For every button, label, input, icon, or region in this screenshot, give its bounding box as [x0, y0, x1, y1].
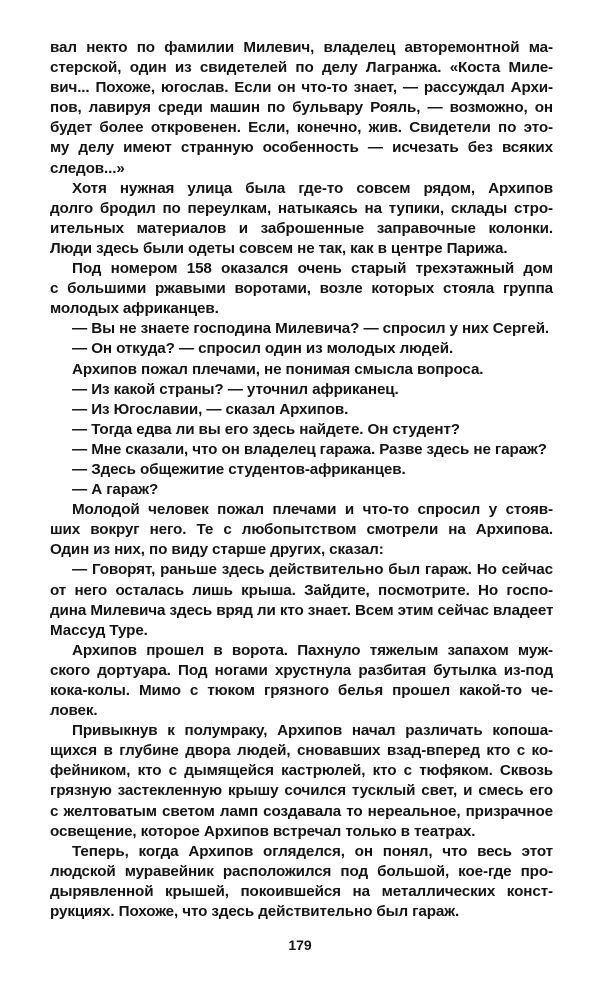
text-line: грязную застекленную крышу сочился тусклый свет, и смесь его	[50, 782, 553, 800]
text-line: му делу имеют странную особенность — исчезать без всяких	[50, 139, 553, 157]
text-line: — А гараж?	[72, 481, 159, 499]
text-line: с желтоватым светом ламп создавала то нереальное, призрачное	[50, 802, 553, 820]
text-line: дина Милевича здесь вряд ли кто знает. Всем этим сейчас владеет	[50, 601, 554, 619]
text-line: рукциях. Похоже, что здесь действительно был гараж.	[50, 903, 460, 921]
text-line: ительных материалов и заброшенные заправочные колонки.	[50, 219, 553, 237]
text-line: от него осталась лишь крыша. Зайдите, посмотрите. Но госпо-	[50, 581, 553, 599]
text-line: вал некто по фамилии Милевич, владелец авторемонтной ма-	[50, 39, 553, 56]
text-line: Молодой человек пожал плечами и что-то спросил у стояв-	[72, 501, 553, 519]
text-line: дырявленной крышей, покоившейся на металлических конст-	[50, 882, 553, 900]
text-line: молодых африканцев.	[50, 300, 219, 318]
text-line: следов...»	[50, 159, 125, 177]
text-line: будет более откровенен. Если, конечно, жив. Свидетели по это-	[50, 119, 553, 137]
text-line: стерской, один из свидетелей по делу Лагранжа. «Коста Миле-	[50, 59, 553, 77]
text-line: — Из Югославии, — сказал Архипов.	[72, 400, 349, 418]
text-line: — Тогда едва ли вы его здесь найдете. Он студент?	[72, 420, 460, 438]
text-line: долго бродил по переулкам, натыкаясь на тупики, склады стро-	[50, 199, 553, 217]
text-line: людской муравейник расположился под большой, кое-где про-	[50, 862, 553, 880]
text-line: — Из какой страны? — уточнил африканец.	[72, 380, 399, 398]
text-line: ших вокруг него. Те с любопытством смотрели на Архипова.	[50, 521, 553, 539]
text-line: — Мне сказали, что он владелец гаража. Разве здесь не гараж?	[72, 440, 547, 458]
text-line: Один из них, по виду старше других, сказал:	[50, 541, 384, 559]
text-line: вич... Похоже, югослав. Если он что-то знает, — рассуждал Архи-	[50, 79, 553, 97]
text-line: Массуд Туре.	[50, 621, 148, 639]
text-line: освещение, которое Архипов встречал только в театрах.	[50, 822, 476, 840]
text-line: — Он откуда? — спросил один из молодых людей.	[72, 340, 454, 358]
text-line: — Говорят, раньше здесь действительно был гараж. Но сейчас	[72, 561, 553, 579]
text-line: с большими ржавыми воротами, возле которых стояла группа	[50, 280, 553, 298]
page-number: 179	[288, 937, 312, 953]
text-line: — Здесь общежитие студентов-африканцев.	[72, 460, 406, 478]
text-line: Архипов прошел в ворота. Пахнуло тяжелым запахом муж-	[72, 641, 553, 659]
text-line: фейником, кто с дымящейся кастрюлей, кто с тюфяком. Сквозь	[50, 762, 553, 780]
text-line: Хотя нужная улица была где-то совсем рядом, Архипов	[72, 179, 553, 197]
text-line: пов, лавируя среди машин по бульвару Рояль, — возможно, он	[50, 99, 553, 117]
text-line: Архипов пожал плечами, не понимая смысла вопроса.	[72, 360, 484, 378]
text-line: Под номером 158 оказался очень старый трехэтажный дом	[72, 260, 553, 278]
text-line: Люди здесь были одеты совсем не так, как в центре Парижа.	[50, 239, 508, 257]
book-page-text	[50, 38, 553, 922]
text-line: ловек.	[50, 702, 98, 720]
text-line: ского дортуара. Под ногами хрустнула разбитая бутылка из-под	[50, 661, 553, 679]
text-line: кока-колы. Мимо с тюком грязного белья прошел какой-то че-	[50, 682, 553, 699]
text-line: — Вы не знаете господина Милевича? — спросил у них Сергей.	[72, 320, 550, 338]
text-line: Привыкнув к полумраку, Архипов начал различать копоша-	[72, 722, 553, 740]
text-line: щихся в глубине двора людей, сновавших взад-вперед кто с ко-	[50, 742, 553, 760]
text-line: Теперь, когда Архипов огляделся, он понял, что весь этот	[72, 842, 553, 860]
